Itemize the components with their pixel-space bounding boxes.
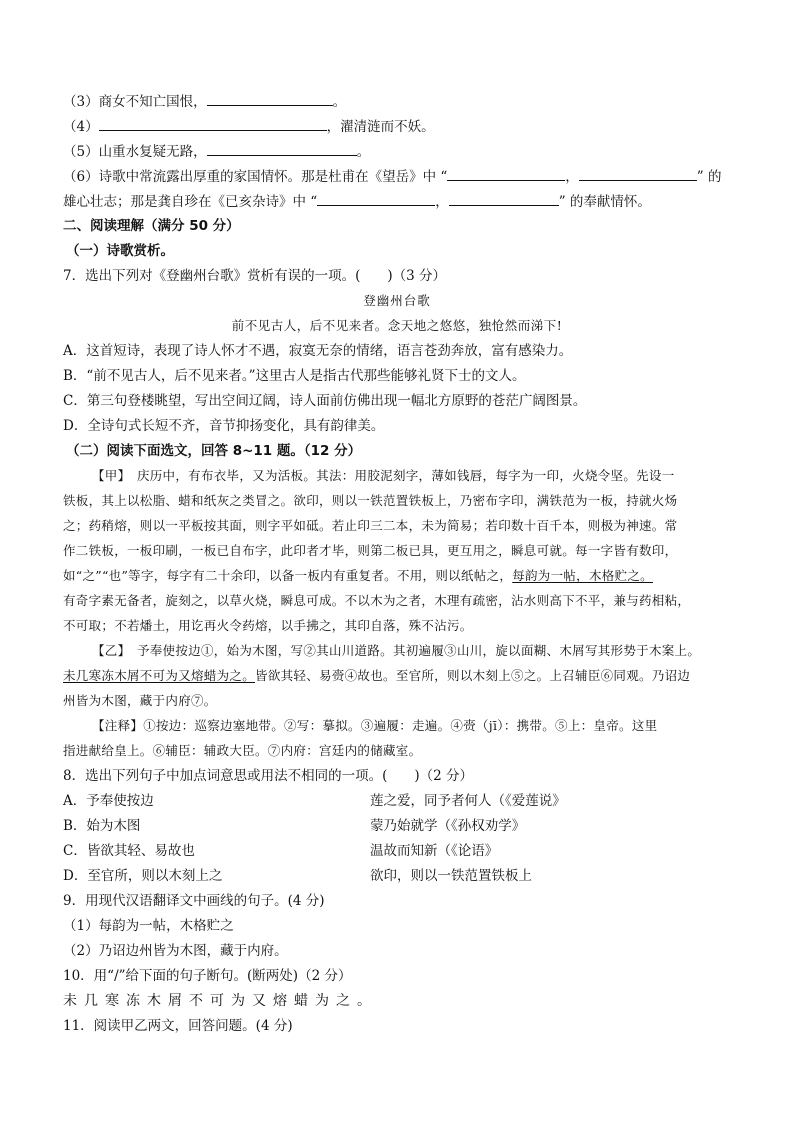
q8-option-a[interactable]: A．予奉使按边 — [63, 793, 154, 809]
subsection-title: （一）诗歌赏析。 — [66, 243, 174, 259]
passage-yi-text: 予奉使按边①，始为木图，写②其山川道路。其初遍履③山川，旋以面糊、木屑写其形势于木案上。 — [124, 643, 701, 658]
answer-blank[interactable] — [449, 191, 559, 206]
q7-option-a[interactable]: A．这首短诗，表现了诗人怀才不遇，寂寞无奈的情绪，语言苍劲奔放，富有感染力。 — [63, 343, 573, 359]
question-10-stem: 10．用“/”给下面的句子断句。(断两处)（2 分） — [63, 968, 352, 984]
poem-title: 登幽州台歌 — [363, 293, 431, 308]
answer-blank[interactable] — [317, 191, 435, 206]
passage-yi-line: 州皆为木图，藏于内府⑦。 — [63, 693, 217, 708]
passage-jia-line: 有奇字素无备者，旋刻之，以草火烧，瞬息可成。不以木为之者，木理有疏密，沾水则高下不平，兼与药相粘， — [63, 593, 691, 608]
fill-item-6-line2-prefix: 雄心壮志；那是龚自珍在《已亥杂诗》中 “ — [63, 194, 318, 210]
comma: ， — [435, 194, 449, 210]
q7-option-d[interactable]: D．全诗句式长短不齐，音节抑扬变化，具有韵律美。 — [63, 418, 385, 434]
notes-line: 指进献给皇上。⑥辅臣：辅政大臣。⑦内府：宫廷内的储藏室。 — [63, 743, 422, 758]
passage-jia-label: 【甲】 — [92, 468, 125, 483]
passage-jia-line: 之；药稍熔，则以一平板按其面，则字平如砥。若止印三二本，未为简易；若印数十百千本，则极为神速。常 — [63, 518, 678, 533]
q7-option-c[interactable]: C．第三句登楼眺望，写出空间辽阔，诗人面前仿佛出现一幅北方原野的苍茫广阔图景。 — [63, 393, 587, 409]
answer-blank[interactable] — [207, 141, 357, 156]
passage-jia-text: 庆历中，有布衣毕，又为活板。其法：用胶泥刻字，薄如钱唇，每字为一印，火烧令坚。先设一 — [124, 468, 675, 483]
q10-sentence: 未几寒冻木屑不可为又熔蜡为之。 — [63, 993, 378, 1009]
fill-item-5-prefix: （5）山重水复疑无路， — [63, 144, 207, 160]
q9-item-2: （2）乃诏边州皆为木图，藏于内府。 — [63, 943, 288, 959]
passage-yi-label: 【乙】 — [92, 643, 125, 658]
passage-jia-line: 铁板，其上以松脂、蜡和纸灰之类冒之。欲印，则以一铁范置铁板上，乃密布字印，满铁范为一板，持就火炀 — [63, 493, 678, 508]
fill-item-6-line1 — [63, 166, 721, 187]
q9-item-1: （1）每韵为一帖，木格贮之 — [63, 918, 234, 934]
passage-yi-line — [63, 666, 690, 686]
underlined-sentence: 每韵为一帖，木格贮之。 — [512, 568, 653, 583]
question-9-stem: 9．用现代汉语翻译文中画线的句子。(4 分) — [63, 893, 325, 909]
q7-option-b[interactable]: B．“前不见古人，后不见来者。”这里古人是指古代那些能够礼贤下士的文人。 — [63, 368, 526, 384]
notes-line: 【注释】①按边：巡察边塞地带。②写：摹拟。③遍履：走遍。④赍（jī）：携带。⑤上：皇帝。这里 — [92, 718, 658, 733]
fill-item-3 — [63, 91, 346, 112]
q8-option-d[interactable]: D．至官所，则以木刻上之 — [63, 868, 223, 884]
q8-option-d-compare: 欲印，则以一铁范置铁板上 — [370, 868, 532, 884]
question-11-stem: 11．阅读甲乙两文，回答问题。(4 分) — [63, 1018, 293, 1034]
fill-item-6-suffix: ” 的 — [696, 169, 722, 185]
fill-item-6-prefix: （6）诗歌中常流露出厚重的家国情怀。那是杜甫在《望岳》中 “ — [63, 169, 448, 185]
passage-yi-text: 皆欲其轻、易赍④故也。至官所，则以木刻上⑤之。上召辅臣⑥同观。乃诏边 — [255, 668, 691, 683]
fill-item-6-line2-suffix: ” 的奉献情怀。 — [558, 194, 651, 210]
q8-option-b-compare: 蒙乃始就学（《孙权劝学》 — [370, 818, 526, 834]
fill-item-6-line2 — [63, 191, 651, 212]
subsection-title: （二）阅读下面选文，回答 8~11 题。（12 分） — [66, 443, 362, 459]
answer-blank[interactable] — [447, 166, 565, 181]
passage-jia-text: 如“之”“也”等字，每字有二十余印，以备一板内有重复者。不用，则以纸帖之， — [63, 568, 513, 583]
passage-jia-line — [92, 466, 675, 486]
fill-item-5 — [63, 141, 370, 162]
q8-option-c[interactable]: C．皆欲其轻、易故也 — [63, 843, 195, 859]
question-8-stem: 8．选出下列句子中加点词意思或用法不相同的一项。( )（2 分） — [63, 768, 474, 784]
passage-jia-line: 不可取；不若燔土，用讫再火令药熔，以手拂之，其印自落，殊不沾污。 — [63, 618, 473, 633]
answer-blank[interactable] — [579, 166, 697, 181]
fill-item-4 — [63, 116, 435, 137]
fill-item-3-prefix: （3）商女不知亡国恨， — [63, 94, 207, 110]
comma: ， — [565, 169, 579, 185]
answer-blank[interactable] — [99, 116, 327, 131]
passage-jia-line: 作二铁板，一板印刷，一板已自布字，此印者才毕，则第二板已具，更互用之，瞬息可就。每一字皆有数印， — [63, 543, 678, 558]
poem-body: 前不见古人，后不见来者。念天地之悠悠，独怆然而涕下! — [231, 318, 563, 333]
question-7-stem: 7．选出下列对《登幽州台歌》赏析有误的一项。( )（3 分） — [63, 268, 447, 284]
fill-item-5-suffix: 。 — [356, 144, 371, 160]
q8-option-c-compare: 温故而知新（《论语》 — [370, 843, 499, 859]
section-title: 二、阅读理解（满分 50 分） — [63, 218, 240, 234]
fill-item-4-prefix: （4） — [63, 119, 99, 135]
fill-item-4-suffix: ，濯清涟而不妖。 — [326, 119, 435, 135]
passage-yi-line — [92, 641, 700, 661]
q8-option-a-compare: 莲之爱，同予者何人（《爱莲说》 — [370, 793, 566, 809]
answer-blank[interactable] — [207, 91, 333, 106]
fill-item-3-suffix: 。 — [332, 94, 347, 110]
underlined-sentence: 未几寒冻木屑不可为又熔蜡为之。 — [63, 668, 256, 683]
passage-jia-line — [63, 566, 653, 586]
q8-option-b[interactable]: B．始为木图 — [63, 818, 141, 834]
